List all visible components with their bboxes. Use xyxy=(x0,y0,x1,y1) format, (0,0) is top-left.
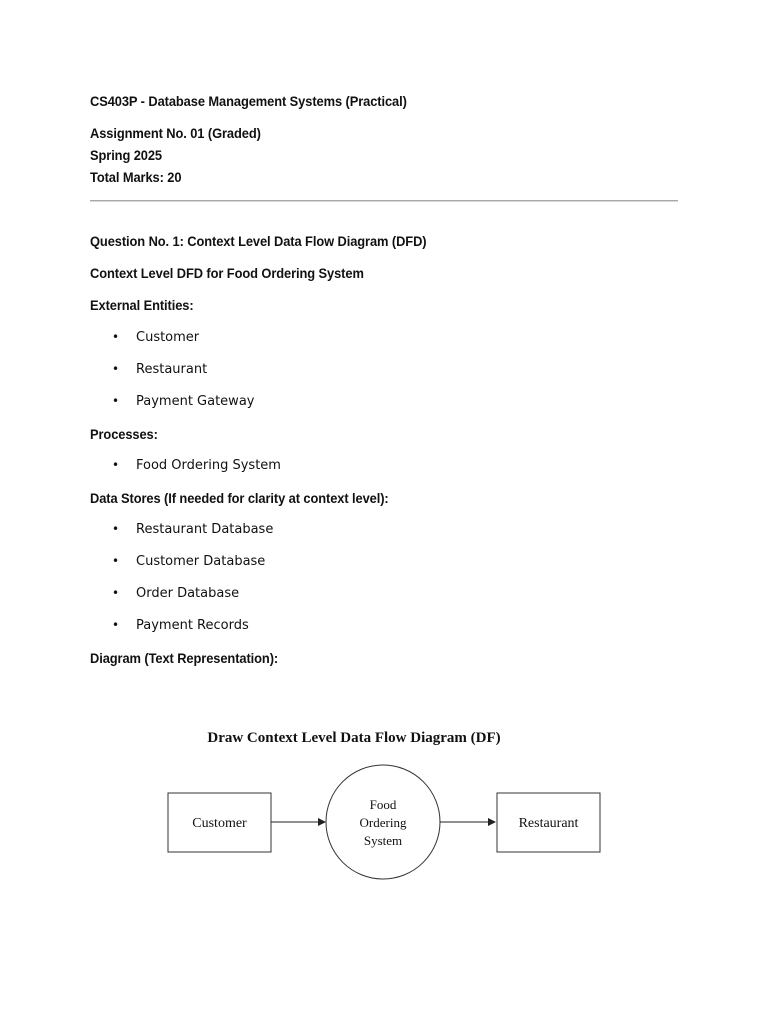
list-item: • Customer Database xyxy=(112,554,266,569)
list-item: • Restaurant Database xyxy=(112,522,274,537)
bullet-icon: • xyxy=(112,554,120,568)
bullet-icon: • xyxy=(112,586,120,600)
bullet-icon: • xyxy=(112,362,120,376)
dfd-diagram xyxy=(150,715,620,895)
bullet-icon: • xyxy=(112,522,120,536)
course-title: CS403P - Database Management Systems (Practical) xyxy=(90,93,407,109)
customer-entity-label: Customer xyxy=(192,816,247,831)
list-item: • Customer xyxy=(112,330,200,345)
horizontal-divider xyxy=(90,200,678,202)
diagram-title: Draw Context Level Data Flow Diagram (DF) xyxy=(207,730,501,746)
bullet-icon: • xyxy=(112,618,120,632)
process-label-line-3: System xyxy=(363,833,403,848)
entities-heading: External Entities: xyxy=(90,297,194,313)
bullet-icon: • xyxy=(112,458,120,472)
question-subtitle: Context Level DFD for Food Ordering System xyxy=(90,265,364,281)
data-stores-heading: Data Stores (If needed for clarity at context level): xyxy=(90,490,389,506)
bullet-icon: • xyxy=(112,330,120,344)
list-item: • Food Ordering System xyxy=(112,458,281,473)
total-marks: Total Marks: 20 xyxy=(90,169,182,185)
list-item: • Payment Records xyxy=(112,618,249,633)
list-item: • Order Database xyxy=(112,586,240,601)
restaurant-entity-label: Restaurant xyxy=(518,816,579,831)
list-item: • Payment Gateway xyxy=(112,394,255,409)
diagram-heading: Diagram (Text Representation): xyxy=(90,650,279,666)
process-label-line-2: Ordering xyxy=(359,815,407,830)
question-title: Question No. 1: Context Level Data Flow Diagram (DFD) xyxy=(90,233,427,249)
list-item: • Restaurant xyxy=(112,362,208,377)
term-label: Spring 2025 xyxy=(90,147,163,163)
assignment-title: Assignment No. 01 (Graded) xyxy=(90,125,261,141)
bullet-icon: • xyxy=(112,394,120,408)
processes-heading: Processes: xyxy=(90,426,158,442)
process-label-line-1: Food xyxy=(369,797,397,812)
